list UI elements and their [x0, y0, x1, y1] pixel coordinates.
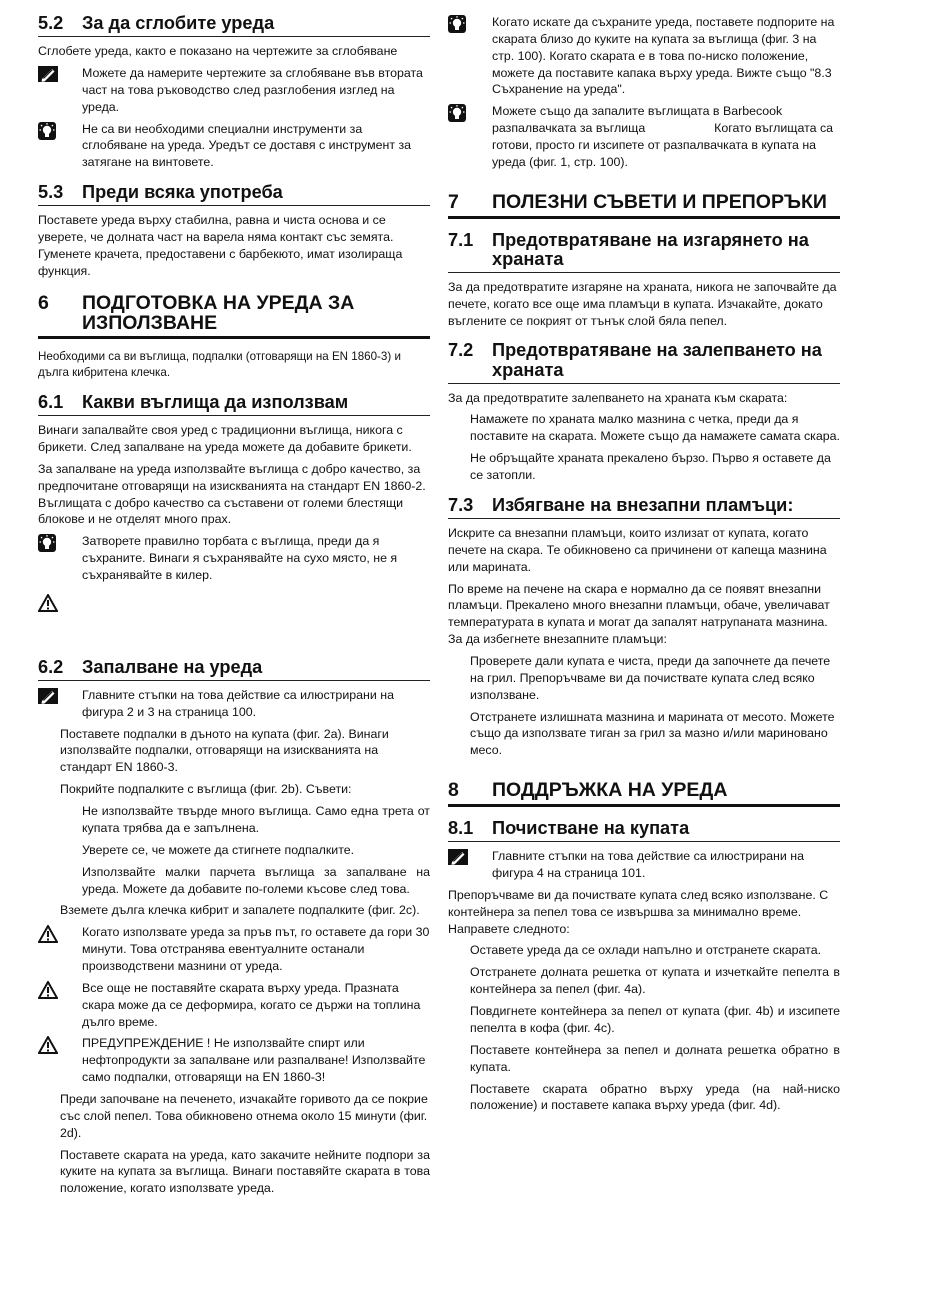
spacer [38, 612, 430, 646]
note-block: Главните стъпки на това действие са илюстрирани на фигура 4 на страница 101. [448, 848, 840, 882]
list-item: Намажете по храната малко мазнина с четка, преди да я поставите на скарата. Можете също да намажете самата скара. [470, 412, 840, 444]
heading-8: 8 ПОДДРЪЖКА НА УРЕДА [448, 781, 840, 807]
tip-block: Затворете правилно торбата с въглища, преди да я съхраните. Винаги я съхранявайте на сухо място, не я съхранявайте в килер. [38, 533, 430, 584]
list-item: Отстранете долната решетка от купата и изчеткайте пепелта в контейнера за пепел (фиг. 4а). [470, 965, 840, 997]
paragraph: Вземете дълга клечка кибрит и запалете подпалките (фиг. 2с). [60, 903, 420, 918]
heading-6-2: 6.2 Запалване на уреда [38, 658, 430, 681]
list-item: Отстранете излишната мазнина и марината от месото. Можете също да използвате тиган за грил за мазно и/или мариновано месо. [470, 709, 835, 758]
tip-block: Когато искате да съхраните уреда, поставете подпорите на скарата близо до куките на купата за въглища (фиг. 3 на стр. 100). Когато скарата е в това по-ниско положение, можете да поставите капака върху уреда. Вижте също "8.3 Съхранение на уреда". [448, 14, 840, 98]
list-item: Поставете контейнера за пепел и долната решетка обратно в купата. [470, 1042, 840, 1074]
paragraph: Сглобете уреда, както е показано на чертежите за сглобяване [38, 44, 398, 59]
warning-block: Все още не поставяйте скарата върху уреда. Празната скара може да се деформира, когато се държи на топлина дълго време. [38, 980, 430, 1031]
heading-7-2: 7.2 Предотвратяване на залепването на храната [448, 341, 840, 383]
paragraph: Препоръчваме ви да почиствате купата след всяко използване. С контейнера за пепел това се извършва за минимално време. Направете следното: [448, 887, 829, 936]
heading-6-1: 6.1 Какви въглища да използвам [38, 393, 430, 416]
paragraph: За да предотвратите залепването на храната към скарата: [448, 390, 788, 405]
lightbulb-tip-icon [448, 103, 492, 122]
lightbulb-tip-icon [38, 121, 82, 140]
list-item: Поставете скарата обратно върху уреда (на най-ниско положение) и поставете капака върху уреда (фиг. 4d). [470, 1081, 840, 1113]
paragraph: За да предотвратите изгаряне на храната, никога не започвайте да печете, когато все още има пламъци в купата. Изчакайте, докато въглените се покрият от тънък слой бяла пепел. [448, 279, 837, 328]
paragraph: Искрите са внезапни пламъци, които излизат от купата, когато печете на скара. Те обикновено са причинени от капеща мазнина или марината. [448, 526, 827, 574]
pencil-note-icon [448, 848, 492, 865]
heading-5-2: 5.2 За да сглобите уреда [38, 14, 430, 37]
pencil-note-icon [38, 65, 82, 82]
paragraph: По време на печене на скара е нормално да се появят внезапни пламъци. Прекалено много внезапни пламъци, обаче, увеличават температурата в купата и могат да запалят натрупаната мазнина. За да избегнете внезапните пламъци: [448, 581, 830, 647]
warning-triangle-icon [38, 980, 82, 999]
paragraph: Покрийте подпалките с въглища (фиг. 2b). Съвети: [60, 782, 352, 797]
heading-6: 6 ПОДГОТОВКА НА УРЕДА ЗА ИЗПОЛЗВАНЕ [38, 294, 430, 340]
lightbulb-tip-icon [448, 14, 492, 33]
tip-block: Можете също да запалите въглищата в Barbecook разпалвачката за въглища Когато въглищата са готови, просто ги изсипете от разпалвачката в купата на уреда (фиг. 1, стр. 100). [448, 103, 840, 170]
list-item: Проверете дали купата е чиста, преди да започнете да печете на грил. Препоръчваме ви да почиствате купата след всяко използване. [470, 654, 831, 702]
paragraph: Винаги запалвайте своя уред с традиционни въглища, никога с брикети. След запалване на уреда можете да добавите брикети. [38, 423, 412, 454]
heading-7-3: 7.3 Избягване на внезапни пламъци: [448, 496, 840, 519]
warning-block: Когато използвате уреда за пръв път, го оставете да гори 30 минути. Това отстранява евентуалните останали производствени мазнини от уреда. [38, 924, 430, 975]
paragraph: Необходими са ви въглища, подпалки (отговарящи на EN 1860-3) и дълга кибритена клечка. [38, 350, 401, 380]
list-item: Повдигнете контейнера за пепел от купата (фиг. 4b) и изсипете пепелта в кофа (фиг. 4с). [470, 1004, 840, 1035]
list-item: Използвайте малки парчета въглища за запалване на уреда. Можете да добавите по-големи късове след това. [82, 864, 430, 896]
lightbulb-tip-icon [38, 533, 82, 552]
warning-triangle-icon [38, 924, 82, 943]
heading-7: 7 ПОЛЕЗНИ СЪВЕТИ И ПРЕПОРЪКИ [448, 193, 840, 219]
heading-7-1: 7.1 Предотвратяване на изгарянето на храната [448, 231, 840, 273]
paragraph: Поставете скарата на уреда, като закачите нейните подпори за куките на купата за въглища. Винаги поставяйте скарата в това положение, когато използвате уреда. [60, 1147, 430, 1196]
list-item: Не обръщайте храната прекалено бързо. Първо я оставете да се затопли. [470, 451, 831, 483]
pencil-note-icon [38, 687, 82, 704]
paragraph: Поставете подпалки в дъното на купата (фиг. 2а). Винаги използвайте подпалки, отговарящи на изискванията на стандарт EN 1860-3. [60, 726, 389, 775]
warning-block: ПРЕДУПРЕЖДЕНИЕ ! Не използвайте спирт или нефтопродукти за запалване или разпалване! Използвайте само подпалки, отговарящи на EN 1860-3! [38, 1035, 430, 1086]
heading-5-3: 5.3 Преди всяка употреба [38, 183, 430, 206]
paragraph: За запалване на уреда използвайте въглища с добро качество, за предпочитане отговарящи на изискванията на стандарт EN 1860-2. Въглищата с добро качество са съставени от големи блестящи блокове и не отделят много прах. [38, 461, 426, 527]
heading-8-1: 8.1 Почистване на купата [448, 819, 840, 842]
right-column [448, 14, 840, 1119]
list-item: Не използвайте твърде много въглища. Само една трета от купата трябва да е запълнена. [82, 804, 430, 835]
note-block: Можете да намерите чертежите за сглобяване във втората част на това ръководство след разглобения изглед на уреда. [38, 65, 430, 116]
paragraph: Поставете уреда върху стабилна, равна и чиста основа и се уверете, че долната част на варела няма контакт със земята. Гуменете крачета, предоставени с барбекюто, имат изолираща функция. [38, 213, 403, 278]
list-item: Уверете се, че можете да стигнете подпалките. [82, 842, 355, 857]
warning-triangle-icon [38, 594, 430, 612]
paragraph: Преди започване на печенето, изчакайте горивото да се покрие със слой пепел. Това обикновено отнема около 15 минути (фиг. 2d). [60, 1091, 428, 1140]
warning-triangle-icon [38, 1035, 82, 1054]
left-column [38, 14, 430, 1202]
tip-block: Не са ви необходими специални инструменти за сглобяване на уреда. Уредът се доставя с инструмент за затягане на винтовете. [38, 121, 430, 172]
note-block: Главните стъпки на това действие са илюстрирани на фигура 2 и 3 на страница 100. [38, 687, 430, 721]
list-item: Оставете уреда да се охлади напълно и отстранете скарата. [470, 943, 822, 958]
